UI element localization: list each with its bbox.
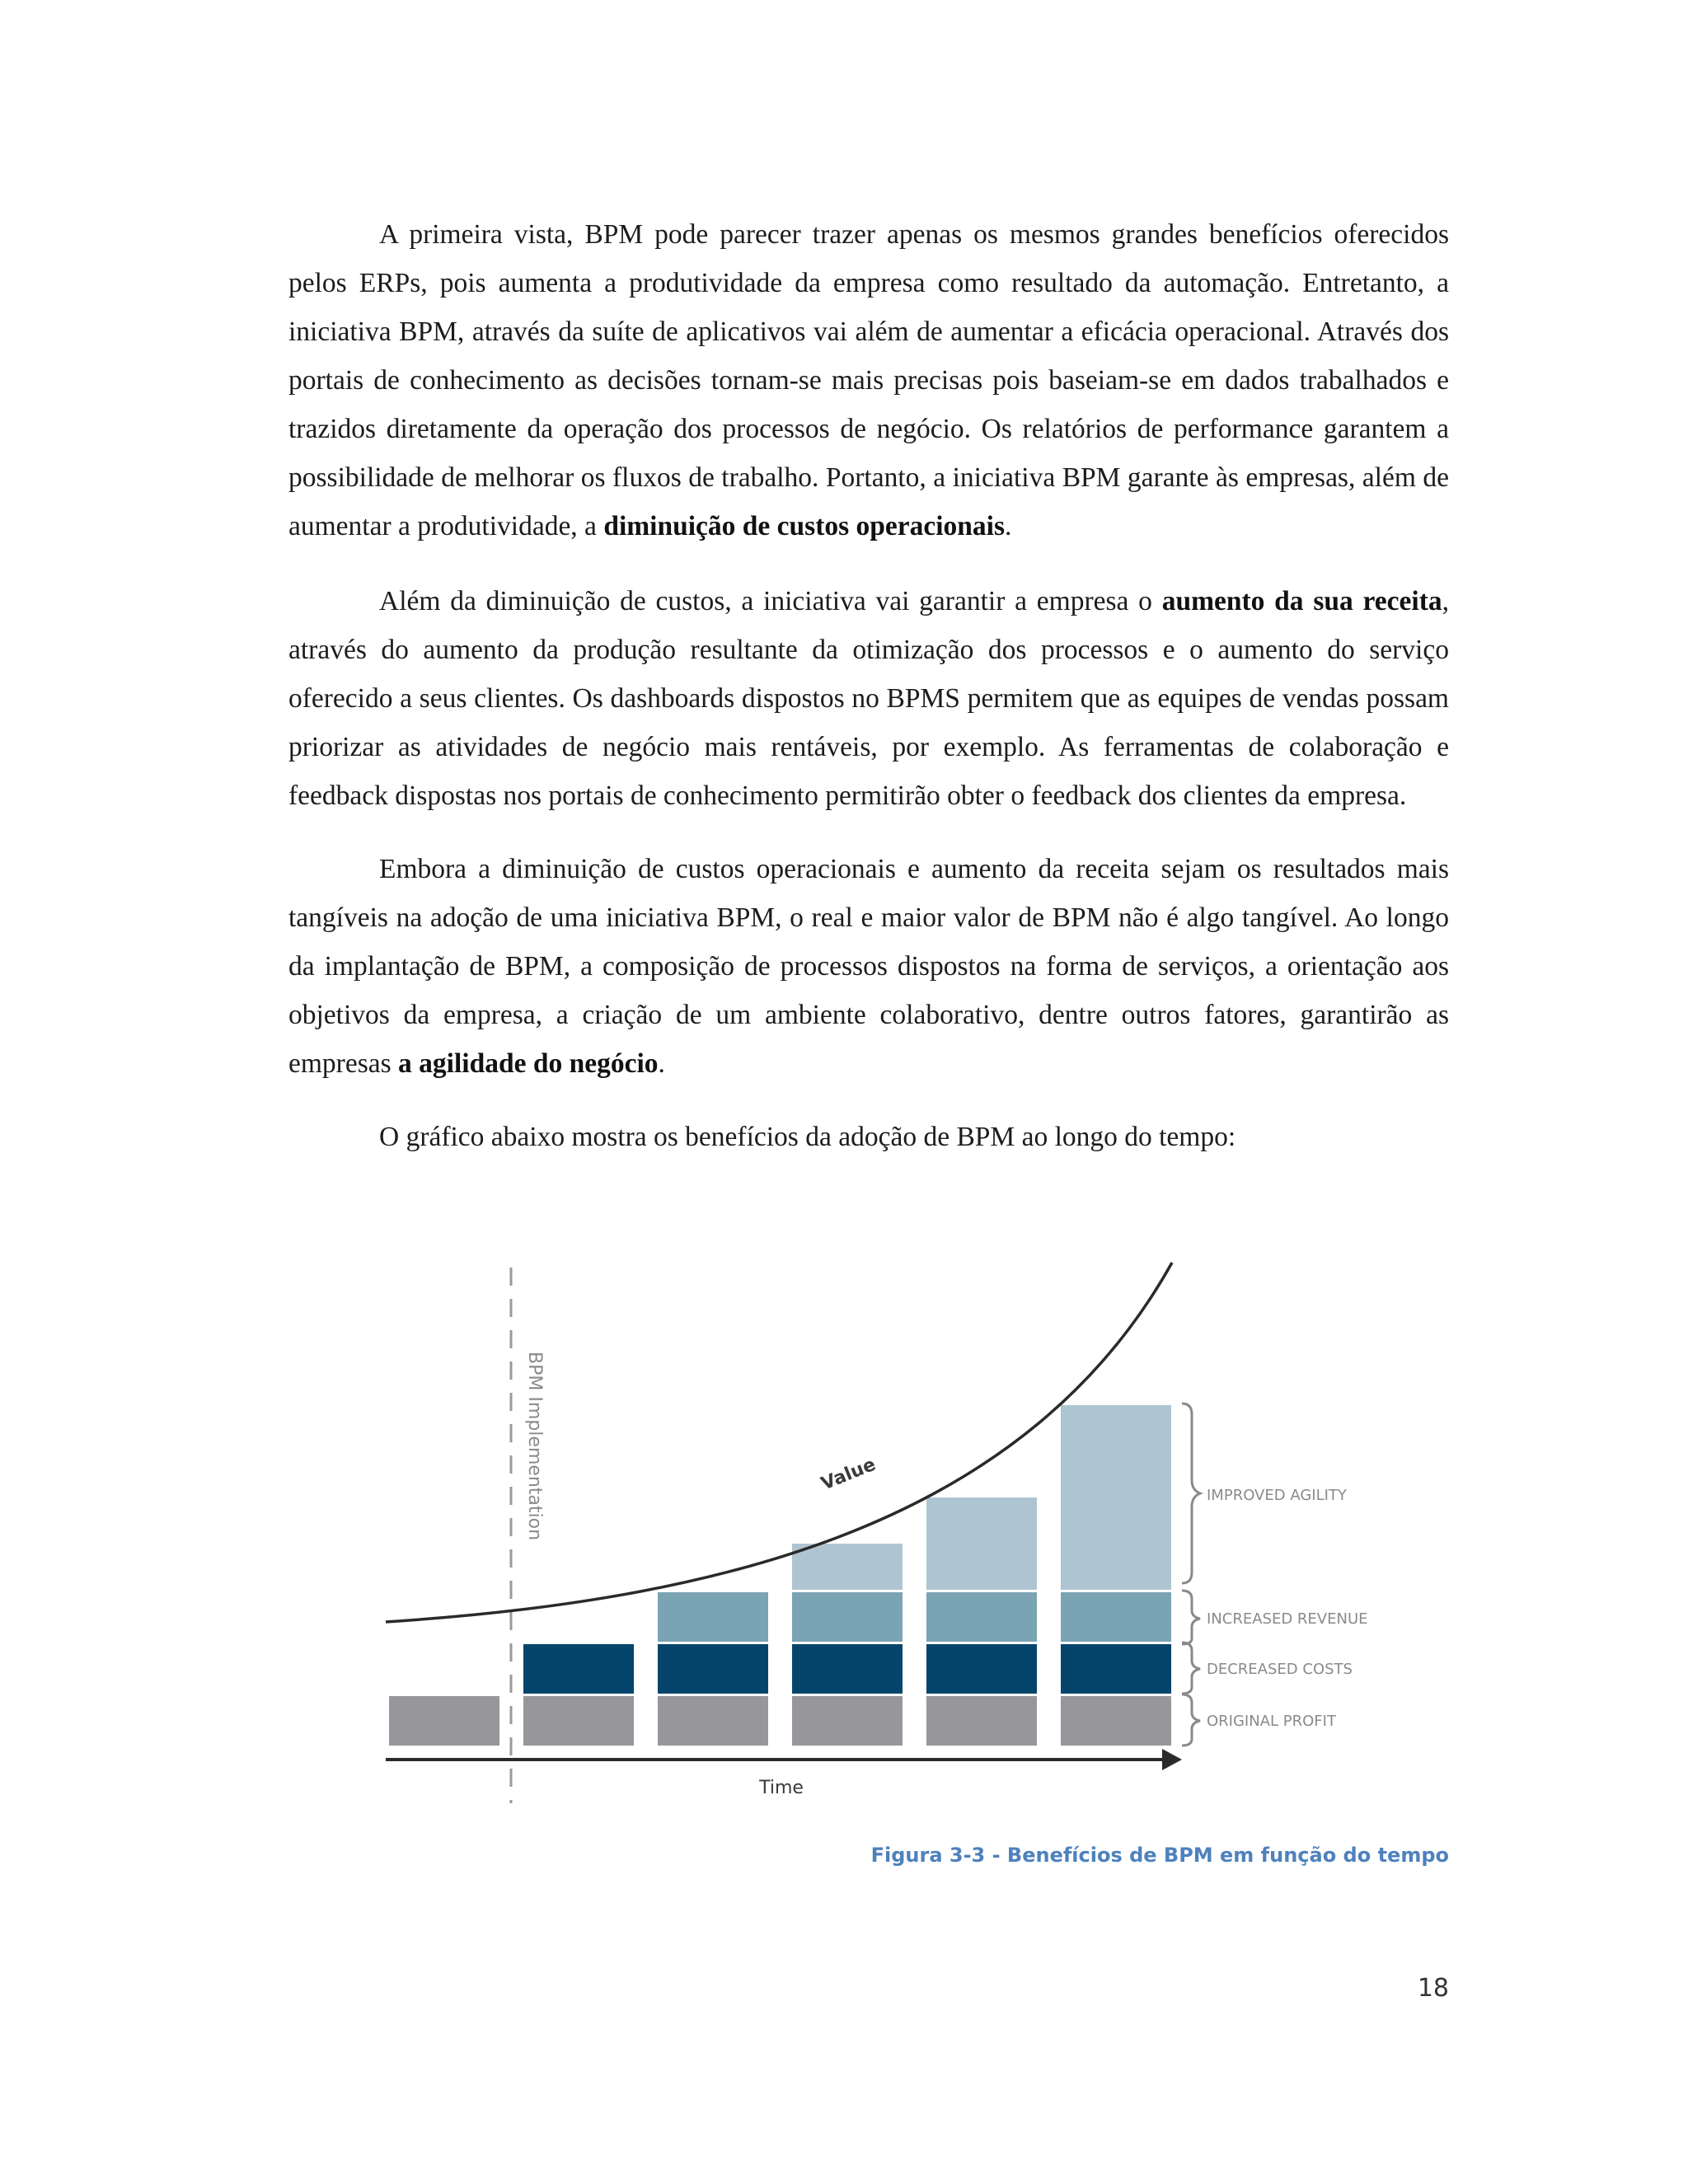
bold-phrase: a agilidade do negócio [398,1048,659,1079]
text-run: Além da diminuição de custos, a iniciativa vai garantir a empresa o [379,586,1162,616]
bar-5-revenue-segment [926,1592,1037,1642]
bar-5-costs-segment [926,1644,1037,1694]
bar-2-profit-segment [523,1696,634,1746]
profit-brace [1182,1694,1200,1746]
bar-3-profit-segment [658,1696,768,1746]
bar-3-revenue-segment [658,1592,768,1642]
revenue-brace [1182,1591,1200,1644]
legend-original-profit: ORIGINAL PROFIT [1207,1713,1336,1730]
bar-6-revenue-segment [1061,1592,1171,1642]
bar-6-agility-segment [1061,1405,1171,1590]
stacked-bars [389,1405,1171,1746]
legend-increased-revenue: INCREASED REVENUE [1207,1610,1368,1628]
bpm-implementation-label: BPM Implementation [524,1352,545,1541]
bar-2-costs-segment [523,1644,634,1694]
bar-6-costs-segment [1061,1644,1171,1694]
costs-brace [1182,1643,1200,1694]
text-run: . [1005,511,1012,541]
text-run: A primeira vista, BPM pode parecer trazer apenas os mesmos grandes benefícios oferecidos pelos ERPs, pois aumenta a produtividade da empresa como resultado da automação. Entretanto, a iniciativa BPM, através da suíte de aplicativos vai além de aumentar a eficácia operacional. Através dos portais de conhecimento as decisões tornam-se mais precisas pois baseiam-se em dados trabalhados e trazidos diretamente da operação dos processos de negócio. Os relatórios de performance garantem a possibilidade de melhorar os fluxos de trabalho. Portanto, a iniciativa BPM garante às empresas, além de aumentar a produtividade, a [288,219,1449,541]
legend-improved-agility: IMPROVED AGILITY [1207,1487,1347,1504]
bold-phrase: diminuição de custos operacionais [603,511,1006,541]
text-run: Embora a diminuição de custos operacionais e aumento da receita sejam os resultados mais tangíveis na adoção de uma iniciativa BPM, o real e maior valor de BPM não é algo tangível. Ao longo da implantação de BPM, a composição de processos dispostos na forma de serviços, a orientação aos objetivos da empresa, a criação de um ambiente colaborativo, dentre outros fatores, garantirão as empresas [288,854,1449,1079]
bar-4-costs-segment [792,1644,903,1694]
time-axis-arrowhead [1162,1749,1182,1770]
text-run: O gráfico abaixo mostra os benefícios da adoção de BPM ao longo do tempo: [379,1122,1236,1152]
bar-4-profit-segment [792,1696,903,1746]
bar-1-profit-segment [389,1696,499,1746]
value-curve [386,1263,1172,1622]
bar-4-revenue-segment [792,1592,903,1642]
bold-phrase: aumento da sua receita [1161,586,1442,616]
bar-4-agility-segment [792,1544,903,1590]
legend-decreased-costs: DECREASED COSTS [1207,1661,1353,1678]
bar-6-profit-segment [1061,1696,1171,1746]
time-axis-label: Time [759,1778,804,1798]
bar-3-costs-segment [658,1644,768,1694]
figure-caption: Figura 3-3 - Benefícios de BPM em função do tempo [870,1844,1449,1867]
bar-5-profit-segment [926,1696,1037,1746]
value-curve-label: Value [818,1454,879,1495]
page-number: 18 [1417,1974,1449,2003]
text-run: . [658,1048,665,1079]
agility-brace [1182,1404,1200,1583]
text-run: , através do aumento da produção resultante da otimização dos processos e o aumento do serviço oferecido a seus clientes. Os dashboards dispostos no BPMS permitem que as equipes de vendas possam priorizar as atividades de negócio mais rentáveis, por exemplo. As ferramentas de colaboração e feedback dispostas nos portais de conhecimento permitirão obter o feedback dos clientes da empresa. [288,586,1449,811]
bar-5-agility-segment [926,1497,1037,1590]
